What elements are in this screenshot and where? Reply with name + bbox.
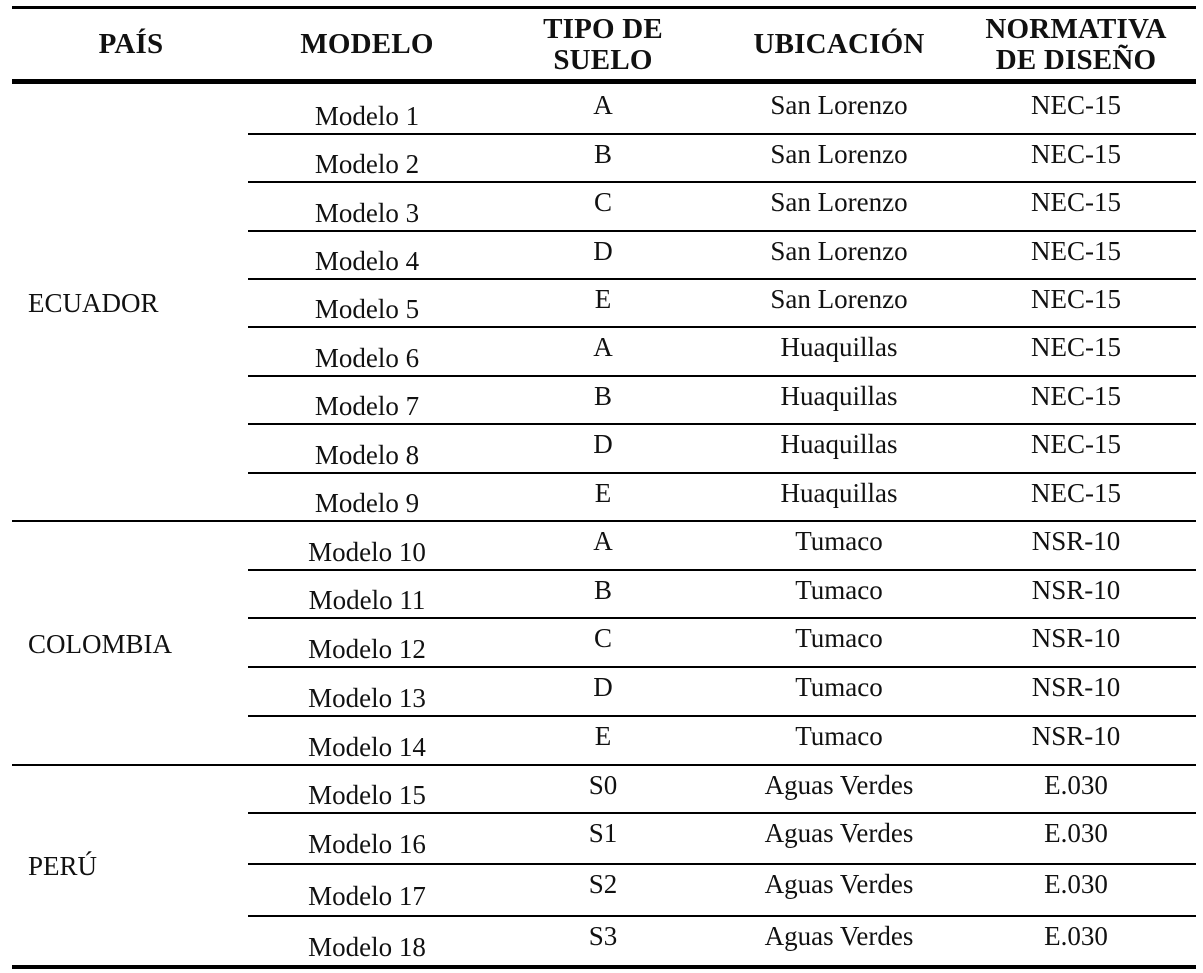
cell-normativa: NEC-15 xyxy=(1031,90,1121,120)
table-row xyxy=(0,570,1203,618)
cell-normativa: NEC-15 xyxy=(1031,139,1121,169)
cell-tipo-suelo: C xyxy=(593,623,612,653)
cell-ubicacion: Tumaco xyxy=(795,575,883,605)
cell-modelo: Modelo 8 xyxy=(314,440,420,470)
cell-modelo: Modelo 18 xyxy=(308,932,426,962)
table-row xyxy=(0,765,1203,813)
header-normativa xyxy=(956,14,1196,76)
table-row xyxy=(0,231,1203,279)
header-tipo-suelo xyxy=(484,14,722,76)
table-row xyxy=(0,473,1203,521)
cell-tipo-suelo: A xyxy=(593,332,613,362)
cell-ubicacion: Tumaco xyxy=(795,526,883,556)
cell-modelo: Modelo 3 xyxy=(314,198,420,228)
table-row xyxy=(0,134,1203,182)
cell-modelo: Modelo 17 xyxy=(308,881,426,911)
table-row xyxy=(0,813,1203,864)
cell-tipo-suelo: B xyxy=(593,381,612,411)
cell-tipo-suelo: S1 xyxy=(588,818,618,848)
header-tipo-suelo-line1: TIPO DE xyxy=(543,13,663,45)
cell-modelo: Modelo 5 xyxy=(314,294,420,324)
cell-normativa: NEC-15 xyxy=(1031,381,1121,411)
cell-normativa: NEC-15 xyxy=(1031,429,1121,459)
header-rule xyxy=(12,79,1196,84)
header-tipo-suelo-line2: SUELO xyxy=(553,44,653,76)
header-normativa-line1: NORMATIVA xyxy=(985,13,1167,45)
cell-tipo-suelo: D xyxy=(593,429,613,459)
cell-ubicacion: Huaquillas xyxy=(780,332,898,362)
cell-normativa: NSR-10 xyxy=(1031,575,1121,605)
cell-ubicacion: Huaquillas xyxy=(780,381,898,411)
top-rule xyxy=(12,6,1196,9)
cell-ubicacion: San Lorenzo xyxy=(770,284,908,314)
cell-normativa: E.030 xyxy=(1044,921,1108,951)
header-pais: PAÍS xyxy=(98,28,164,60)
cell-ubicacion: San Lorenzo xyxy=(770,187,908,217)
cell-modelo: Modelo 15 xyxy=(308,780,426,810)
cell-normativa: NSR-10 xyxy=(1031,526,1121,556)
cell-normativa: NEC-15 xyxy=(1031,332,1121,362)
cell-normativa: E.030 xyxy=(1044,818,1108,848)
cell-normativa: NEC-15 xyxy=(1031,236,1121,266)
cell-tipo-suelo: A xyxy=(593,526,613,556)
cell-ubicacion: Aguas Verdes xyxy=(764,869,914,899)
cell-ubicacion: San Lorenzo xyxy=(770,236,908,266)
cell-ubicacion: Huaquillas xyxy=(780,478,898,508)
cell-modelo: Modelo 10 xyxy=(308,537,426,567)
cell-tipo-suelo: B xyxy=(593,139,612,169)
cell-ubicacion: Aguas Verdes xyxy=(764,818,914,848)
table-row xyxy=(0,376,1203,424)
table-row xyxy=(0,327,1203,376)
header-normativa-line2: DE DISEÑO xyxy=(995,44,1157,76)
cell-tipo-suelo: D xyxy=(593,236,613,266)
cell-normativa: E.030 xyxy=(1044,869,1108,899)
table-row xyxy=(0,716,1203,765)
cell-tipo-suelo: E xyxy=(594,478,612,508)
header-modelo: MODELO xyxy=(300,28,434,60)
cell-ubicacion: Tumaco xyxy=(795,672,883,702)
cell-ubicacion: San Lorenzo xyxy=(770,90,908,120)
cell-tipo-suelo: S2 xyxy=(588,869,618,899)
cell-modelo: Modelo 1 xyxy=(314,101,420,131)
cell-normativa: NSR-10 xyxy=(1031,623,1121,653)
cell-ubicacion: Aguas Verdes xyxy=(764,921,914,951)
cell-ubicacion: Tumaco xyxy=(795,721,883,751)
cell-normativa: NEC-15 xyxy=(1031,187,1121,217)
table-row xyxy=(0,618,1203,667)
cell-modelo: Modelo 9 xyxy=(314,488,420,518)
cell-ubicacion: Huaquillas xyxy=(780,429,898,459)
cell-tipo-suelo: B xyxy=(593,575,612,605)
cell-normativa: E.030 xyxy=(1044,770,1108,800)
cell-tipo-suelo: C xyxy=(593,187,612,217)
table-row xyxy=(0,279,1203,327)
cell-modelo: Modelo 7 xyxy=(314,391,420,421)
cell-ubicacion: Tumaco xyxy=(795,623,883,653)
cell-modelo: Modelo 11 xyxy=(308,585,426,615)
cell-normativa: NSR-10 xyxy=(1031,721,1121,751)
cell-modelo: Modelo 4 xyxy=(314,246,420,276)
cell-modelo: Modelo 16 xyxy=(308,829,426,859)
cell-tipo-suelo: A xyxy=(593,90,613,120)
table-row xyxy=(0,182,1203,231)
cell-modelo: Modelo 12 xyxy=(308,634,426,664)
cell-ubicacion: San Lorenzo xyxy=(770,139,908,169)
cell-modelo: Modelo 14 xyxy=(308,732,426,762)
cell-tipo-suelo: E xyxy=(594,721,612,751)
country-peru: PERÚ xyxy=(28,851,98,881)
cell-normativa: NEC-15 xyxy=(1031,284,1121,314)
cell-tipo-suelo: E xyxy=(594,284,612,314)
header-ubicacion: UBICACIÓN xyxy=(753,28,925,60)
bottom-rule xyxy=(12,965,1196,969)
table-row xyxy=(0,864,1203,916)
cell-tipo-suelo: D xyxy=(593,672,613,702)
table-row xyxy=(0,424,1203,473)
cell-normativa: NSR-10 xyxy=(1031,672,1121,702)
cell-ubicacion: Aguas Verdes xyxy=(764,770,914,800)
country-colombia: COLOMBIA xyxy=(28,629,173,659)
table-row xyxy=(0,667,1203,716)
cell-tipo-suelo: S0 xyxy=(588,770,618,800)
table-row xyxy=(0,85,1203,134)
cell-modelo: Modelo 6 xyxy=(314,343,420,373)
table-row xyxy=(0,521,1203,570)
table-row xyxy=(0,916,1203,965)
cell-normativa: NEC-15 xyxy=(1031,478,1121,508)
cell-modelo: Modelo 13 xyxy=(308,683,426,713)
cell-modelo: Modelo 2 xyxy=(314,149,420,179)
country-ecuador: ECUADOR xyxy=(28,288,159,318)
cell-tipo-suelo: S3 xyxy=(588,921,618,951)
